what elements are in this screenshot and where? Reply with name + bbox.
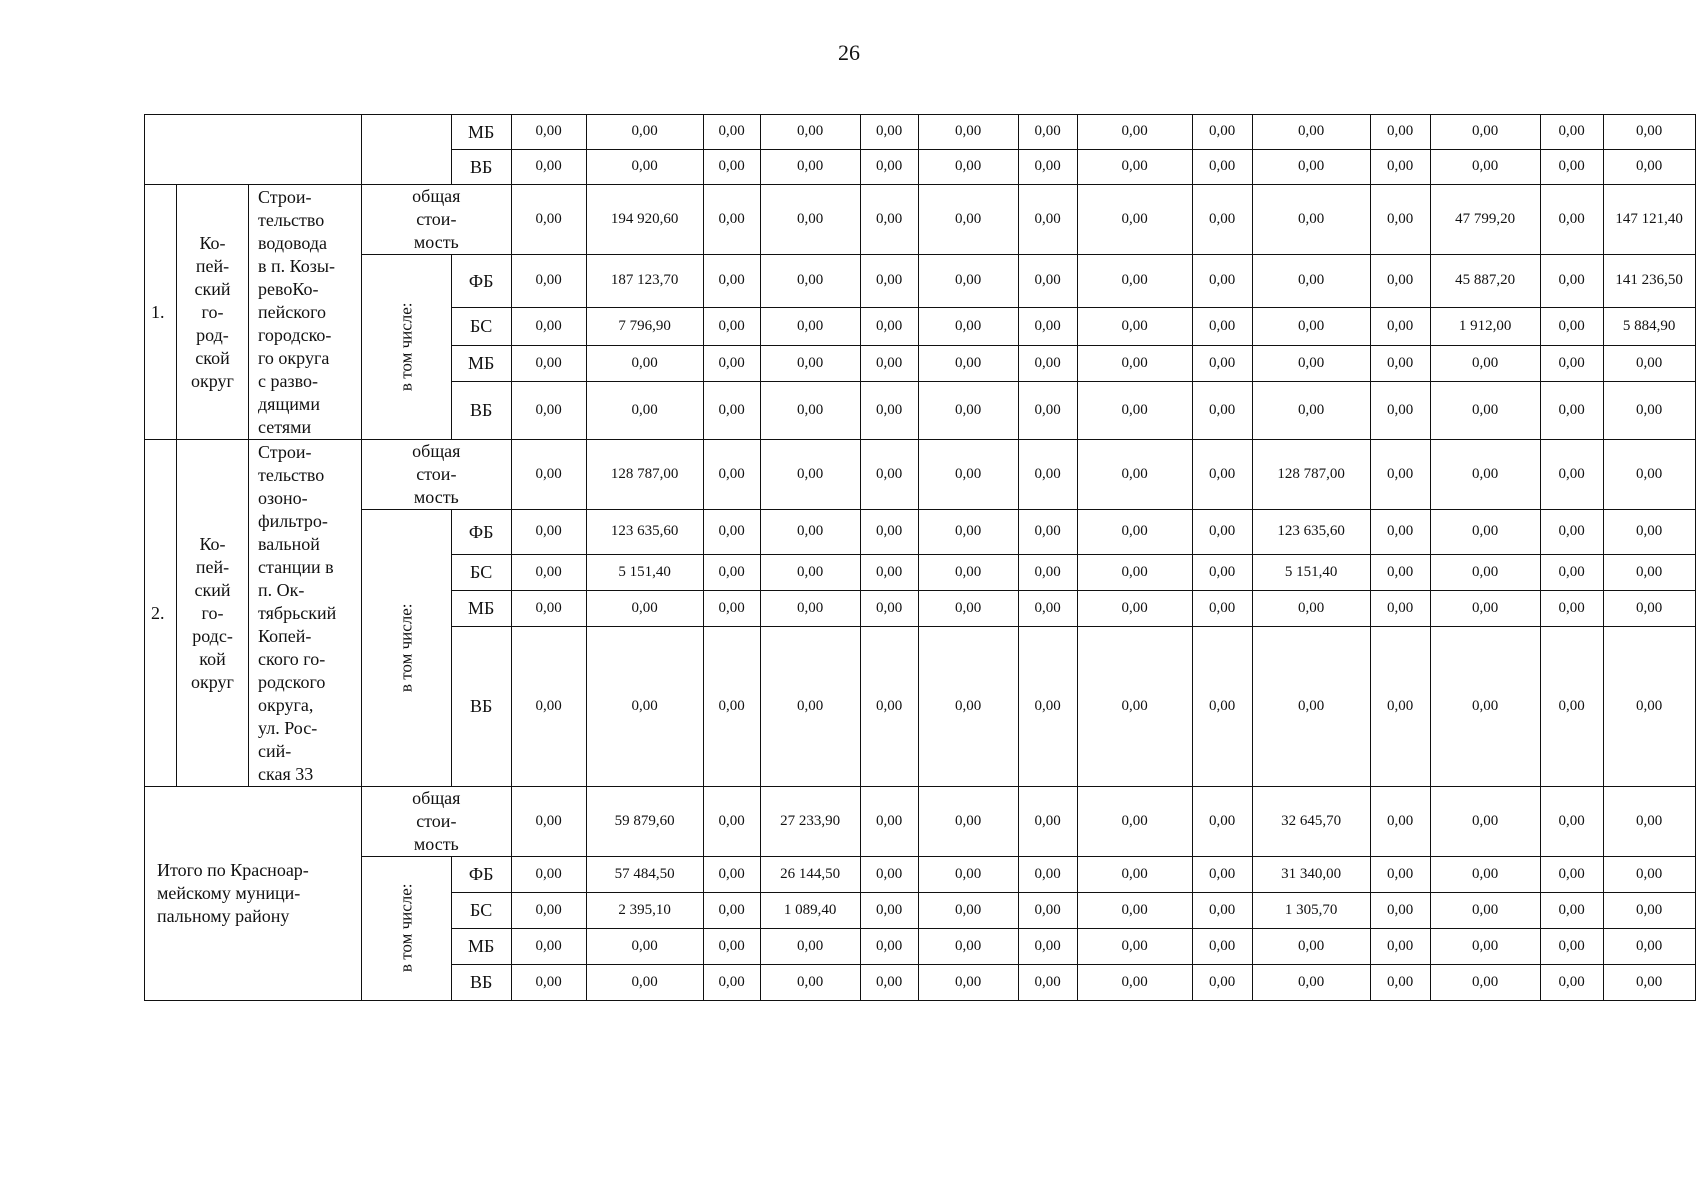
- value-cell: 0,00: [1540, 857, 1603, 893]
- value-cell: 0,00: [511, 591, 586, 627]
- table-row: [145, 440, 1696, 510]
- source-label-bs: БС: [451, 308, 511, 346]
- value-cell: 0,00: [1077, 929, 1192, 965]
- value-cell: 0,00: [1192, 929, 1252, 965]
- value-cell: 0,00: [1077, 115, 1192, 150]
- value-cell: 0,00: [918, 965, 1018, 1001]
- total-cost-label: общая стои- мость: [362, 185, 512, 255]
- source-label-mb: МБ: [451, 591, 511, 627]
- value-cell: 0,00: [1430, 115, 1540, 150]
- value-cell: 0,00: [703, 929, 760, 965]
- object-name: Строи- тельство водовода в п. Козы- ревоКо- пейского городско- го округа с разво- дящими сетями: [249, 185, 362, 440]
- value-cell: 0,00: [1192, 255, 1252, 308]
- value-cell: 0,00: [586, 929, 703, 965]
- value-cell: 0,00: [1540, 308, 1603, 346]
- value-cell: 0,00: [1540, 185, 1603, 255]
- value-cell: 0,00: [511, 965, 586, 1001]
- value-cell: 123 635,60: [586, 510, 703, 555]
- value-cell: 0,00: [760, 150, 860, 185]
- value-cell: 0,00: [1192, 440, 1252, 510]
- in-that-number-cell: [362, 510, 452, 787]
- value-cell: 0,00: [511, 185, 586, 255]
- value-cell: 0,00: [511, 893, 586, 929]
- value-cell: 0,00: [1603, 929, 1695, 965]
- value-cell: 32 645,70: [1252, 787, 1370, 857]
- value-cell: 0,00: [860, 555, 918, 591]
- value-cell: 0,00: [703, 255, 760, 308]
- value-cell: 0,00: [511, 440, 586, 510]
- table-row: [145, 255, 1696, 308]
- value-cell: 0,00: [1192, 857, 1252, 893]
- value-cell: 0,00: [1018, 591, 1077, 627]
- value-cell: 0,00: [1370, 627, 1430, 787]
- source-label-vb: ВБ: [451, 627, 511, 787]
- value-cell: 0,00: [1077, 555, 1192, 591]
- value-cell: 0,00: [860, 185, 918, 255]
- value-cell: 128 787,00: [586, 440, 703, 510]
- value-cell: 0,00: [1430, 787, 1540, 857]
- value-cell: 0,00: [918, 382, 1018, 440]
- value-cell: 0,00: [1370, 555, 1430, 591]
- value-cell: 0,00: [1430, 510, 1540, 555]
- source-label-vb: ВБ: [451, 965, 511, 1001]
- value-cell: 0,00: [1252, 346, 1370, 382]
- value-cell: 0,00: [860, 346, 918, 382]
- value-cell: 0,00: [1430, 929, 1540, 965]
- value-cell: 0,00: [1192, 308, 1252, 346]
- table-row: [145, 857, 1696, 893]
- value-cell: 0,00: [1018, 255, 1077, 308]
- value-cell: 0,00: [1018, 510, 1077, 555]
- value-cell: 0,00: [1430, 893, 1540, 929]
- value-cell: 0,00: [760, 382, 860, 440]
- value-cell: 0,00: [860, 150, 918, 185]
- value-cell: 0,00: [760, 440, 860, 510]
- value-cell: 0,00: [760, 115, 860, 150]
- value-cell: 0,00: [703, 440, 760, 510]
- source-label-mb: МБ: [451, 115, 511, 150]
- value-cell: 0,00: [1540, 555, 1603, 591]
- value-cell: 0,00: [760, 555, 860, 591]
- value-cell: 0,00: [918, 440, 1018, 510]
- source-label-fb: ФБ: [451, 510, 511, 555]
- value-cell: 0,00: [703, 857, 760, 893]
- value-cell: 0,00: [1430, 440, 1540, 510]
- value-cell: 0,00: [1603, 857, 1695, 893]
- value-cell: 0,00: [586, 346, 703, 382]
- value-cell: 0,00: [511, 929, 586, 965]
- value-cell: 0,00: [1430, 382, 1540, 440]
- value-cell: 0,00: [1018, 627, 1077, 787]
- in-that-number-label: в том числе:: [396, 302, 416, 392]
- value-cell: 0,00: [1252, 929, 1370, 965]
- source-label-bs: БС: [451, 555, 511, 591]
- object-number: 2.: [145, 440, 177, 787]
- table-row: [145, 185, 1696, 255]
- value-cell: 0,00: [703, 346, 760, 382]
- value-cell: 0,00: [760, 627, 860, 787]
- value-cell: 0,00: [1430, 857, 1540, 893]
- source-label-mb: МБ: [451, 346, 511, 382]
- value-cell: 0,00: [1540, 787, 1603, 857]
- value-cell: 0,00: [1540, 440, 1603, 510]
- value-cell: 0,00: [1370, 308, 1430, 346]
- value-cell: 0,00: [1192, 510, 1252, 555]
- value-cell: 0,00: [703, 382, 760, 440]
- value-cell: 0,00: [918, 555, 1018, 591]
- value-cell: 0,00: [511, 150, 586, 185]
- value-cell: 0,00: [1192, 185, 1252, 255]
- value-cell: 0,00: [1603, 627, 1695, 787]
- source-label-fb: ФБ: [451, 857, 511, 893]
- value-cell: 0,00: [760, 510, 860, 555]
- value-cell: 0,00: [918, 255, 1018, 308]
- total-cost-label: общая стои- мость: [362, 440, 512, 510]
- municipality-name: Ко- пей- ский го- род- ской округ: [177, 185, 249, 440]
- value-cell: 0,00: [918, 185, 1018, 255]
- value-cell: 0,00: [1252, 115, 1370, 150]
- value-cell: 0,00: [703, 510, 760, 555]
- total-label: Итого по Красноар- мейскому муници- пальному району: [145, 787, 362, 1001]
- value-cell: 0,00: [1370, 150, 1430, 185]
- value-cell: 0,00: [511, 510, 586, 555]
- value-cell: 0,00: [1077, 185, 1192, 255]
- value-cell: 0,00: [1192, 382, 1252, 440]
- value-cell: 0,00: [511, 115, 586, 150]
- value-cell: 1 912,00: [1430, 308, 1540, 346]
- in-that-number-cell: [362, 857, 452, 1001]
- value-cell: 0,00: [1077, 440, 1192, 510]
- value-cell: 0,00: [1077, 627, 1192, 787]
- value-cell: 0,00: [918, 346, 1018, 382]
- value-cell: 0,00: [1252, 382, 1370, 440]
- value-cell: 0,00: [1252, 150, 1370, 185]
- in-that-number-label: в том числе:: [396, 883, 416, 973]
- value-cell: 0,00: [918, 591, 1018, 627]
- value-cell: 5 151,40: [586, 555, 703, 591]
- value-cell: 0,00: [1018, 787, 1077, 857]
- empty-header-cell: [145, 115, 362, 185]
- value-cell: 0,00: [860, 591, 918, 627]
- value-cell: 0,00: [1603, 965, 1695, 1001]
- table-row: [145, 787, 1696, 857]
- empty-cell: [362, 115, 452, 185]
- value-cell: 0,00: [511, 555, 586, 591]
- value-cell: 0,00: [1430, 346, 1540, 382]
- value-cell: 0,00: [703, 115, 760, 150]
- value-cell: 0,00: [1370, 255, 1430, 308]
- value-cell: 0,00: [860, 115, 918, 150]
- in-that-number-label: в том числе:: [396, 603, 416, 693]
- value-cell: 0,00: [1192, 346, 1252, 382]
- value-cell: 0,00: [586, 382, 703, 440]
- value-cell: 0,00: [760, 185, 860, 255]
- value-cell: 0,00: [1370, 857, 1430, 893]
- value-cell: 7 796,90: [586, 308, 703, 346]
- object-name: Строи- тельство озоно- фильтро- вальной станции в п. Ок- тябрьский Копей- ского го- родского округа, ул. Рос- сий- ская 33: [249, 440, 362, 787]
- value-cell: 0,00: [918, 893, 1018, 929]
- value-cell: 0,00: [918, 510, 1018, 555]
- value-cell: 0,00: [860, 787, 918, 857]
- value-cell: 0,00: [1540, 965, 1603, 1001]
- value-cell: 0,00: [1192, 591, 1252, 627]
- value-cell: 0,00: [1192, 787, 1252, 857]
- value-cell: 0,00: [1077, 346, 1192, 382]
- value-cell: 0,00: [1540, 382, 1603, 440]
- value-cell: 0,00: [1018, 150, 1077, 185]
- value-cell: 0,00: [1192, 965, 1252, 1001]
- value-cell: 0,00: [860, 255, 918, 308]
- value-cell: 5 151,40: [1252, 555, 1370, 591]
- value-cell: 0,00: [1252, 255, 1370, 308]
- value-cell: 0,00: [703, 591, 760, 627]
- value-cell: 0,00: [511, 308, 586, 346]
- value-cell: 0,00: [1018, 929, 1077, 965]
- value-cell: 0,00: [1603, 346, 1695, 382]
- value-cell: 2 395,10: [586, 893, 703, 929]
- value-cell: 0,00: [1252, 965, 1370, 1001]
- value-cell: 0,00: [703, 555, 760, 591]
- value-cell: 0,00: [1603, 591, 1695, 627]
- value-cell: 0,00: [760, 591, 860, 627]
- value-cell: 141 236,50: [1603, 255, 1695, 308]
- value-cell: 0,00: [511, 346, 586, 382]
- value-cell: 0,00: [1192, 627, 1252, 787]
- value-cell: 0,00: [918, 308, 1018, 346]
- value-cell: 0,00: [703, 965, 760, 1001]
- value-cell: 0,00: [1540, 255, 1603, 308]
- value-cell: 0,00: [1603, 893, 1695, 929]
- value-cell: 0,00: [860, 857, 918, 893]
- value-cell: 123 635,60: [1252, 510, 1370, 555]
- value-cell: 194 920,60: [586, 185, 703, 255]
- municipality-name: Ко- пей- ский го- родс- кой округ: [177, 440, 249, 787]
- value-cell: 0,00: [1430, 591, 1540, 627]
- value-cell: 0,00: [1603, 150, 1695, 185]
- value-cell: 0,00: [918, 115, 1018, 150]
- value-cell: 0,00: [1370, 510, 1430, 555]
- value-cell: 0,00: [918, 627, 1018, 787]
- value-cell: 0,00: [1540, 346, 1603, 382]
- value-cell: 0,00: [1192, 150, 1252, 185]
- value-cell: 0,00: [1540, 150, 1603, 185]
- page-number: 26: [838, 40, 860, 65]
- value-cell: 0,00: [860, 440, 918, 510]
- value-cell: 0,00: [760, 308, 860, 346]
- value-cell: 0,00: [1430, 627, 1540, 787]
- value-cell: 0,00: [918, 857, 1018, 893]
- value-cell: 0,00: [1430, 555, 1540, 591]
- value-cell: 0,00: [511, 627, 586, 787]
- value-cell: 0,00: [1077, 893, 1192, 929]
- value-cell: 59 879,60: [586, 787, 703, 857]
- value-cell: 0,00: [760, 255, 860, 308]
- value-cell: 0,00: [511, 787, 586, 857]
- value-cell: 0,00: [703, 787, 760, 857]
- value-cell: 0,00: [1018, 115, 1077, 150]
- value-cell: 0,00: [1603, 115, 1695, 150]
- value-cell: 1 305,70: [1252, 893, 1370, 929]
- value-cell: 0,00: [1018, 185, 1077, 255]
- value-cell: 0,00: [1077, 255, 1192, 308]
- value-cell: 0,00: [586, 965, 703, 1001]
- value-cell: 45 887,20: [1430, 255, 1540, 308]
- value-cell: 0,00: [703, 627, 760, 787]
- value-cell: 0,00: [860, 510, 918, 555]
- value-cell: 0,00: [703, 185, 760, 255]
- value-cell: 0,00: [1252, 308, 1370, 346]
- in-that-number-cell: [362, 255, 452, 440]
- value-cell: 0,00: [703, 893, 760, 929]
- value-cell: 0,00: [860, 308, 918, 346]
- value-cell: 0,00: [1370, 591, 1430, 627]
- value-cell: 0,00: [1252, 627, 1370, 787]
- value-cell: 0,00: [1192, 555, 1252, 591]
- value-cell: 0,00: [586, 115, 703, 150]
- value-cell: 0,00: [860, 893, 918, 929]
- value-cell: 0,00: [1370, 346, 1430, 382]
- value-cell: 0,00: [1370, 382, 1430, 440]
- value-cell: 0,00: [1370, 787, 1430, 857]
- value-cell: 0,00: [1018, 555, 1077, 591]
- value-cell: 0,00: [1192, 115, 1252, 150]
- value-cell: 0,00: [860, 627, 918, 787]
- value-cell: 0,00: [1077, 382, 1192, 440]
- value-cell: 0,00: [1018, 893, 1077, 929]
- value-cell: 0,00: [1540, 591, 1603, 627]
- value-cell: 0,00: [918, 929, 1018, 965]
- value-cell: 0,00: [511, 255, 586, 308]
- value-cell: 0,00: [1430, 965, 1540, 1001]
- value-cell: 128 787,00: [1252, 440, 1370, 510]
- value-cell: 187 123,70: [586, 255, 703, 308]
- value-cell: 0,00: [1430, 150, 1540, 185]
- value-cell: 0,00: [586, 150, 703, 185]
- value-cell: 0,00: [1077, 787, 1192, 857]
- object-number: 1.: [145, 185, 177, 440]
- value-cell: 0,00: [860, 929, 918, 965]
- value-cell: 1 089,40: [760, 893, 860, 929]
- value-cell: 0,00: [1370, 893, 1430, 929]
- value-cell: 0,00: [918, 150, 1018, 185]
- value-cell: 0,00: [860, 382, 918, 440]
- value-cell: 0,00: [1018, 346, 1077, 382]
- value-cell: 57 484,50: [586, 857, 703, 893]
- value-cell: 0,00: [1603, 382, 1695, 440]
- value-cell: 0,00: [703, 150, 760, 185]
- value-cell: 0,00: [1077, 510, 1192, 555]
- value-cell: 0,00: [1603, 787, 1695, 857]
- source-label-bs: БС: [451, 893, 511, 929]
- value-cell: 0,00: [1077, 591, 1192, 627]
- value-cell: 0,00: [1370, 115, 1430, 150]
- value-cell: 0,00: [586, 627, 703, 787]
- value-cell: 0,00: [1370, 929, 1430, 965]
- value-cell: 0,00: [1603, 555, 1695, 591]
- value-cell: 0,00: [1370, 965, 1430, 1001]
- value-cell: 0,00: [1077, 857, 1192, 893]
- value-cell: 0,00: [1018, 440, 1077, 510]
- value-cell: 0,00: [1540, 115, 1603, 150]
- source-label-vb: ВБ: [451, 150, 511, 185]
- value-cell: 0,00: [1077, 308, 1192, 346]
- value-cell: 0,00: [1018, 382, 1077, 440]
- value-cell: 0,00: [1603, 510, 1695, 555]
- value-cell: 0,00: [760, 965, 860, 1001]
- funding-table: [144, 114, 1696, 1001]
- source-label-vb: ВБ: [451, 382, 511, 440]
- value-cell: 147 121,40: [1603, 185, 1695, 255]
- value-cell: 0,00: [1540, 893, 1603, 929]
- value-cell: 26 144,50: [760, 857, 860, 893]
- value-cell: 0,00: [918, 787, 1018, 857]
- source-label-fb: ФБ: [451, 255, 511, 308]
- value-cell: 0,00: [511, 382, 586, 440]
- value-cell: 0,00: [586, 591, 703, 627]
- value-cell: 0,00: [703, 308, 760, 346]
- value-cell: 0,00: [1370, 185, 1430, 255]
- value-cell: 0,00: [1018, 308, 1077, 346]
- value-cell: 27 233,90: [760, 787, 860, 857]
- table-row: [145, 510, 1696, 555]
- value-cell: 0,00: [1018, 965, 1077, 1001]
- value-cell: 0,00: [1370, 440, 1430, 510]
- source-label-mb: МБ: [451, 929, 511, 965]
- value-cell: 0,00: [1252, 591, 1370, 627]
- value-cell: 0,00: [1077, 150, 1192, 185]
- value-cell: 0,00: [760, 929, 860, 965]
- value-cell: 0,00: [760, 346, 860, 382]
- value-cell: 0,00: [1540, 627, 1603, 787]
- value-cell: 0,00: [1018, 857, 1077, 893]
- total-cost-label: общая стои- мость: [362, 787, 512, 857]
- value-cell: 47 799,20: [1430, 185, 1540, 255]
- value-cell: 31 340,00: [1252, 857, 1370, 893]
- value-cell: 5 884,90: [1603, 308, 1695, 346]
- value-cell: 0,00: [1540, 929, 1603, 965]
- value-cell: 0,00: [1192, 893, 1252, 929]
- value-cell: 0,00: [1540, 510, 1603, 555]
- value-cell: 0,00: [1077, 965, 1192, 1001]
- value-cell: 0,00: [1252, 185, 1370, 255]
- value-cell: 0,00: [1603, 440, 1695, 510]
- value-cell: 0,00: [511, 857, 586, 893]
- value-cell: 0,00: [860, 965, 918, 1001]
- table-row: [145, 115, 1696, 150]
